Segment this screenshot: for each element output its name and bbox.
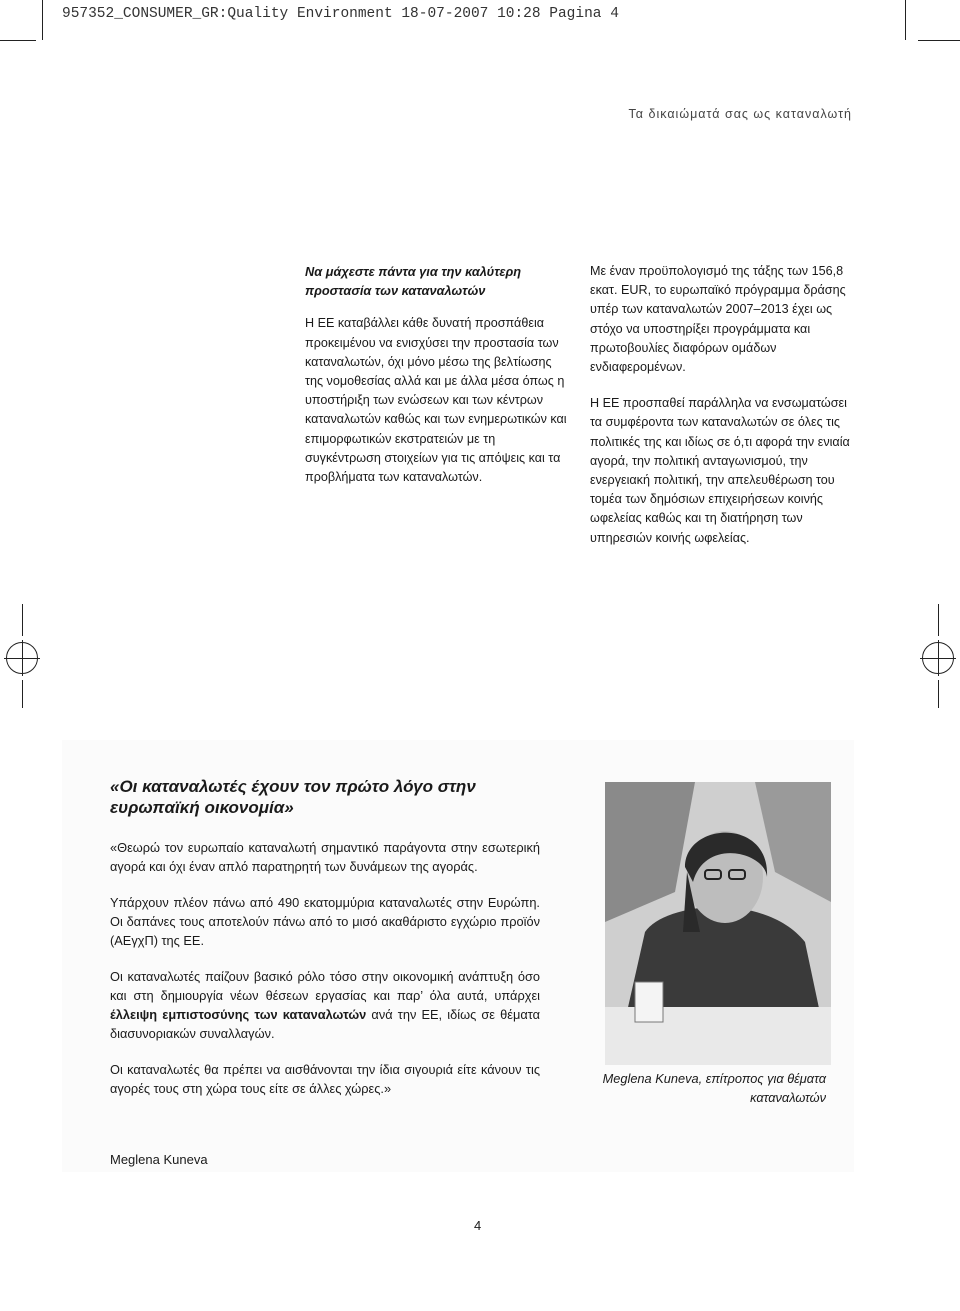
crop-mark-top-right-horizontal [918, 40, 960, 41]
quote-body [110, 838, 540, 1115]
crop-mark-top-right-vertical [905, 0, 906, 40]
crop-mark-top-left-horizontal [0, 40, 36, 41]
photo-caption: Meglena Kuneva, επίτροπος για θέματα καταναλωτών [602, 1071, 826, 1105]
crop-mark-top-left-vertical [42, 0, 43, 40]
page-number: 4 [474, 1218, 482, 1233]
left-column [305, 262, 573, 504]
registration-tick-right [938, 604, 939, 636]
quote-paragraph-1: «Θεωρώ τον ευρωπαίο καταναλωτή σημαντικό παράγοντα στην εσωτερική αγορά και όχι έναν απλό παρατηρητή των δυνάμεων της αγοράς. [110, 840, 540, 874]
quote-paragraph-3 [110, 967, 540, 1043]
right-column [590, 262, 858, 565]
quote-paragraph-3-start: Οι καταναλωτές παίζουν βασικό ρόλο τόσο στην οικονομική ανάπτυξη όσο και στη δημιουργία νέων θέσεων εργασίας και παρ’ όλα αυτά, υπάρχει [110, 969, 540, 1003]
running-head: Τα δικαιώματά σας ως καταναλωτή [628, 107, 852, 121]
quote-paragraph-4: Οι καταναλωτές θα πρέπει να αισθάνονται την ίδια σιγουριά είτε κάνουν τις αγορές τους στη χώρα τους είτε σε άλλες χώρες.» [110, 1062, 540, 1096]
quote-title: «Οι καταναλωτές έχουν τον πρώτο λόγο στην ευρωπαϊκή οικονομία» [110, 777, 476, 817]
right-paragraph-1: Με έναν προϋπολογισμό της τάξης των 156,8 εκατ. EUR, το ευρωπαϊκό πρόγραμμα δράσης υπέρ των καταναλωτών 2007–2013 έχει ως στόχο να υποστηρίξει προγράμματα και πρωτοβουλίες διαφόρων ομάδων ενδιαφερομένων. [590, 264, 846, 375]
registration-tick-left-bottom [22, 680, 23, 708]
quote-signature: Meglena Kuneva [110, 1152, 208, 1167]
registration-mark-right [920, 640, 956, 676]
portrait-illustration [605, 782, 831, 1065]
portrait-photo [605, 782, 831, 1065]
right-paragraph-2: Η ΕΕ προσπαθεί παράλληλα να ενσωματώσει τα συμφέροντα των καταναλωτών σε όλες τις πολιτικές της και ιδίως σε ό,τι αφορά την ενιαία αγορά, την πολιτική ανταγωνισμού, την ενεργειακή πολιτική, την απελευθέρωση του τομέα των δημόσιων επιχειρήσεων κοινής ωφελείας καθώς και τη διατήρηση των υπηρεσιών κοινής ωφελείας. [590, 396, 850, 545]
quote-paragraph-2: Υπάρχουν πλέον πάνω από 490 εκατομμύρια καταναλωτές στην Ευρώπη. Οι δαπάνες τους αποτελούν πάνω από το μισό ακαθάριστο εγχώριο προϊόν (ΑΕγχΠ) της ΕΕ. [110, 895, 540, 948]
left-paragraph: Η ΕΕ καταβάλλει κάθε δυνατή προσπάθεια προκειμένου να ενισχύσει την προστασία των καταναλωτών, όχι μόνο μέσω της βελτίωσης της νομοθεσίας αλλά και με άλλα μέσα όπως η υποστήριξη των ενώσεων και των κέντρων καταναλωτών καθώς και των ενημερωτικών και επιμορφωτικών εκστρατειών με τη συγκέντρωση στοιχείων για τις απόψεις και τα προβλήματα των καταναλωτών. [305, 316, 567, 485]
registration-tick-right-bottom [938, 680, 939, 708]
quote-emphasis: έλλειψη εμπιστοσύνης των καταναλωτών [110, 1007, 367, 1022]
quote-paragraph-3-end: ανά την ΕΕ, ιδίως σε θέματα διασυνοριακών συναλλαγών. [110, 1007, 540, 1041]
registration-tick-left [22, 604, 23, 636]
print-slug: 957352_CONSUMER_GR:Quality Environment 18-07-2007 10:28 Pagina 4 [62, 6, 619, 22]
section-heading: Να μάχεστε πάντα για την καλύτερη προστασία των καταναλωτών [305, 264, 522, 299]
registration-mark-left [4, 640, 40, 676]
